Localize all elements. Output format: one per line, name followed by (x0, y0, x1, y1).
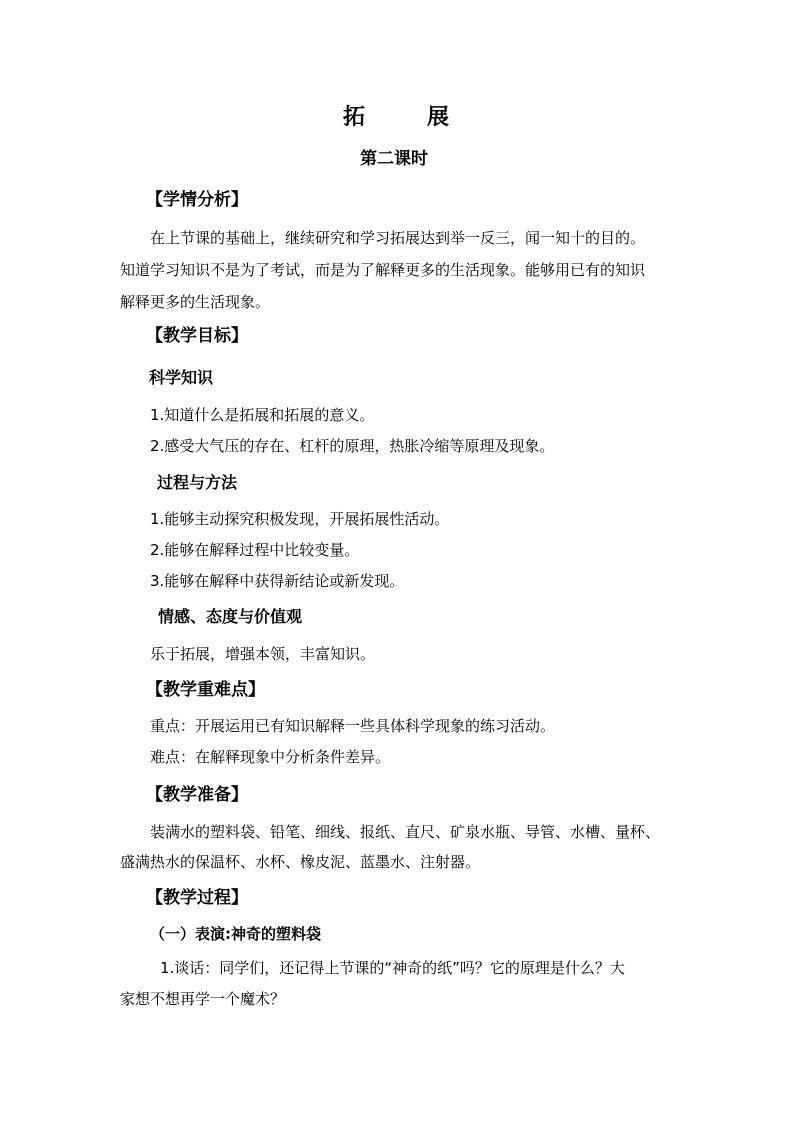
process-item-1: 1.能够主动探究积极发现，开展拓展性活动。 (150, 510, 450, 528)
keypoints-difficulty: 难点：在解释现象中分析条件差异。 (150, 748, 391, 766)
science-item-2: 2.感受大气压的存在、杠杆的原理，热胀冷缩等原理及现象。 (150, 437, 555, 455)
title-char-1: 拓 (343, 105, 366, 130)
title-char-2: 展 (427, 105, 450, 130)
section-heading-prep: 【教学准备】 (146, 785, 248, 805)
prep-line-1: 装满水的塑料袋、铅笔、细线、报纸、直尺、矿泉水瓶、导管、水槽、量杯、 (150, 823, 661, 841)
process-item-3: 3.能够在解释中获得新结论或新发现。 (150, 572, 405, 590)
process-item-2: 2.能够在解释过程中比较变量。 (150, 541, 360, 559)
subtitle: 第二课时 (360, 149, 428, 169)
subheading-emotion: 情感、态度与价值观 (158, 607, 303, 626)
process-part1-line-2: 家想不想再学一个魔术？ (120, 990, 286, 1008)
analysis-line-1: 在上节课的基础上，继续研究和学习拓展达到举一反三，闻一知十的目的。 (150, 229, 646, 247)
prep-line-2: 盛满热水的保温杯、水杯、橡皮泥、蓝墨水、注射器。 (120, 853, 481, 871)
process-part1-line-1: 1.谈话：同学们，还记得上节课的“神奇的纸”吗？它的原理是什么？大 (160, 959, 625, 977)
section-heading-process: 【教学过程】 (146, 888, 248, 908)
analysis-line-3: 解释更多的生活现象。 (120, 293, 271, 311)
emotion-text: 乐于拓展，增强本领，丰富知识。 (150, 645, 376, 663)
science-item-1: 1.知道什么是拓展和拓展的意义。 (150, 406, 375, 424)
section-heading-keypoints: 【教学重难点】 (146, 680, 265, 700)
section-heading-goals: 【教学目标】 (146, 326, 248, 346)
keypoints-focus: 重点：开展运用已有知识解释一些具体科学现象的练习活动。 (150, 717, 556, 735)
subheading-science: 科学知识 (149, 368, 214, 387)
subheading-process: 过程与方法 (157, 473, 238, 492)
analysis-line-2: 知道学习知识不是为了考试，而是为了解释更多的生活现象。能够用已有的知识 (120, 261, 646, 279)
section-heading-analysis: 【学情分析】 (146, 190, 248, 210)
process-part1-heading: （一）表演:神奇的塑料袋 (150, 925, 321, 943)
